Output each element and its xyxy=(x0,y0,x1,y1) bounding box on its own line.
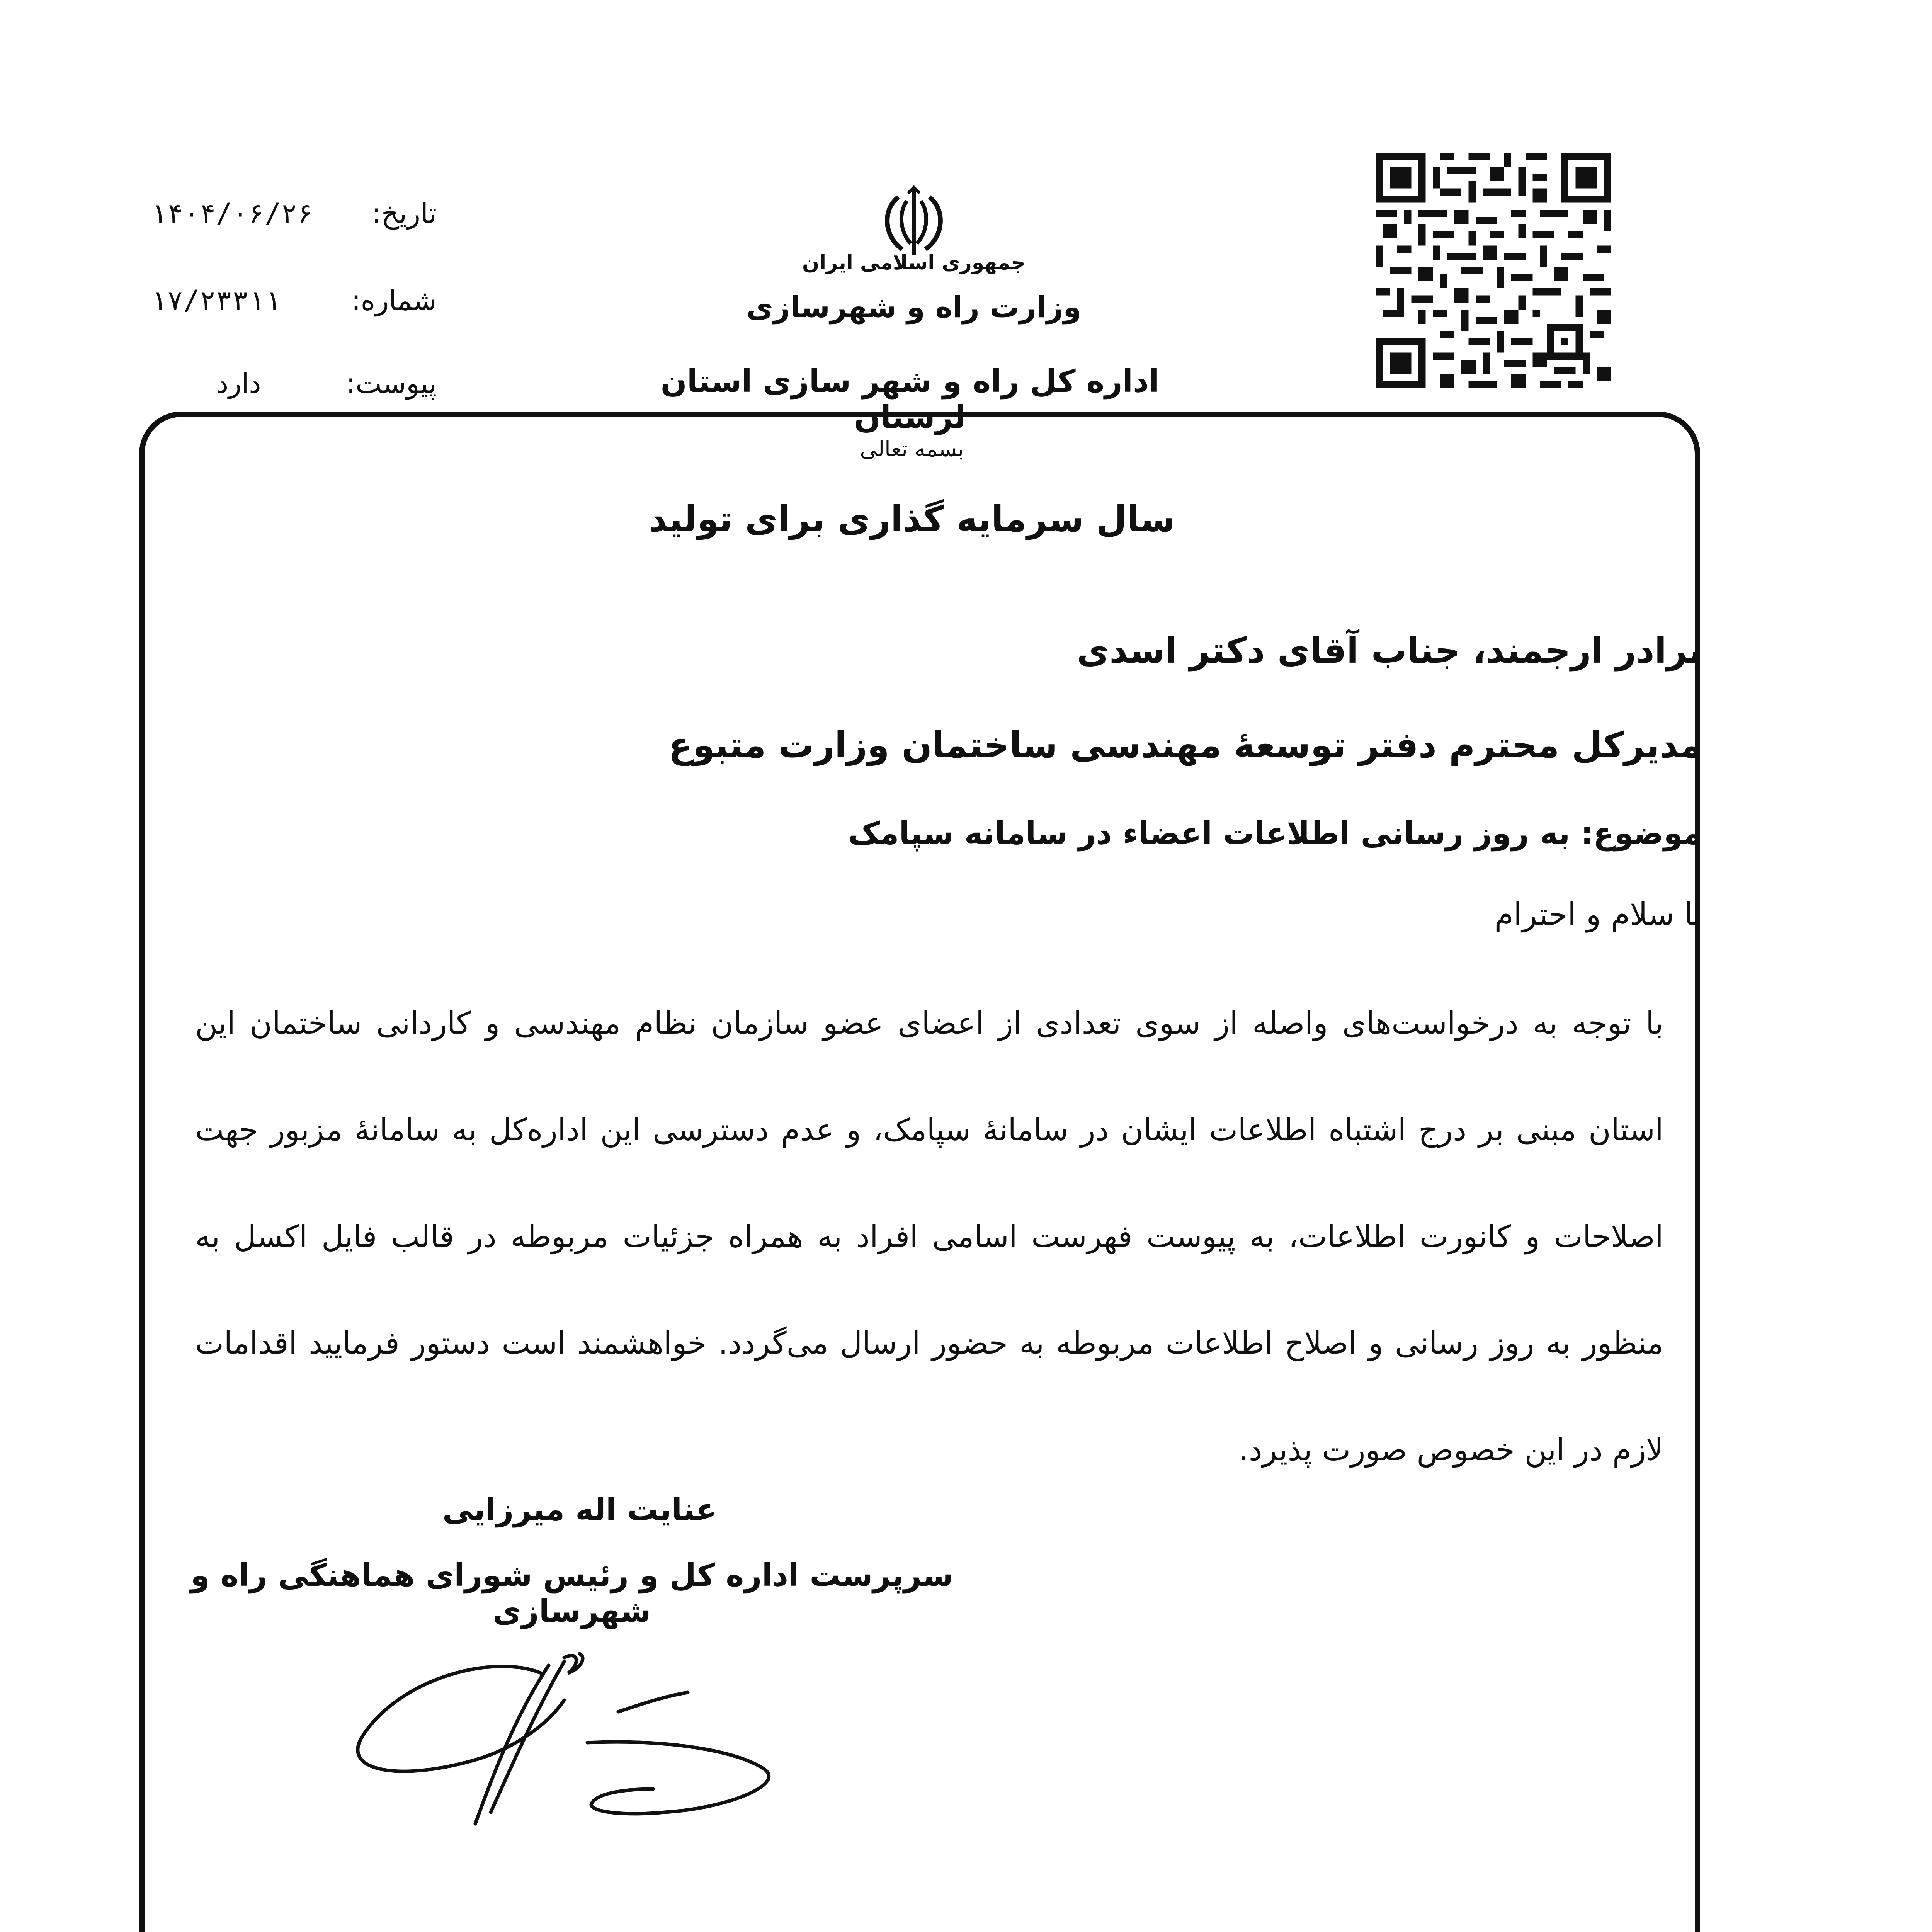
qr-code xyxy=(1376,153,1611,388)
number-row xyxy=(151,284,437,316)
date-row xyxy=(151,197,437,230)
recipient-line-1: برادر ارجمند، جناب آقای دکتر اسدی xyxy=(1077,630,1702,671)
signature-drawing xyxy=(348,1642,804,1859)
republic-title: جمهوری اسلامی ایران xyxy=(802,251,1026,274)
letter-body: با توجه به درخواست‌های واصله از سوی تعدادی از اعضای عضو سازمان نظام مهندسی و کاردانی ساختمان این استان مبنی بر درج اشتباه اطلاعات ایشان در سامانهٔ سپامک، و عدم دسترسی این اداره‌کل به سامانهٔ مزبور جهت اصلاحات و کانورت اطلاعات، به پیوست فهرست اسامی افراد به همراه جزئیات مربوطه در قالب فایل اکسل به منظور به روز رسانی و اصلاح اطلاعات مربوطه به حضور ارسال می‌گردد. خواهشمند است دستور فرمایید اقدامات لازم در این خصوص صورت پذیرد. xyxy=(195,1005,1663,1468)
number-label: شماره: xyxy=(351,284,437,316)
invocation: بسمه تعالی xyxy=(860,437,964,462)
department-title: اداره کل راه و شهر سازی استان لرستان xyxy=(660,363,1160,435)
signer-name: عنایت اله میرزایی xyxy=(442,1492,717,1527)
attachment-value: دارد xyxy=(216,367,261,399)
recipient-line-2: مدیرکل محترم دفتر توسعهٔ مهندسی ساختمان وزارت متبوع xyxy=(668,724,1702,766)
year-slogan: سال سرمایه گذاری برای تولید xyxy=(648,498,1175,540)
date-label: تاریخ: xyxy=(372,197,437,230)
attachment-row xyxy=(216,367,437,400)
greeting: با سلام و احترام xyxy=(1494,896,1702,932)
iran-emblem-icon xyxy=(875,185,952,259)
number-value: ۱۷/۲۳۳۱۱ xyxy=(151,284,281,316)
attachment-label: پیوست: xyxy=(346,367,437,400)
subject-line: موضوع: به روز رسانی اطلاعات اعضاء در سامانه سپامک xyxy=(848,815,1702,851)
date-value: ۱۴۰۴/۰۶/۲۶ xyxy=(151,197,314,229)
signer-title: سرپرست اداره کل و رئیس شورای هماهنگی راه و شهرسازی xyxy=(190,1557,953,1629)
ministry-title: وزارت راه و شهرسازی xyxy=(746,290,1082,324)
